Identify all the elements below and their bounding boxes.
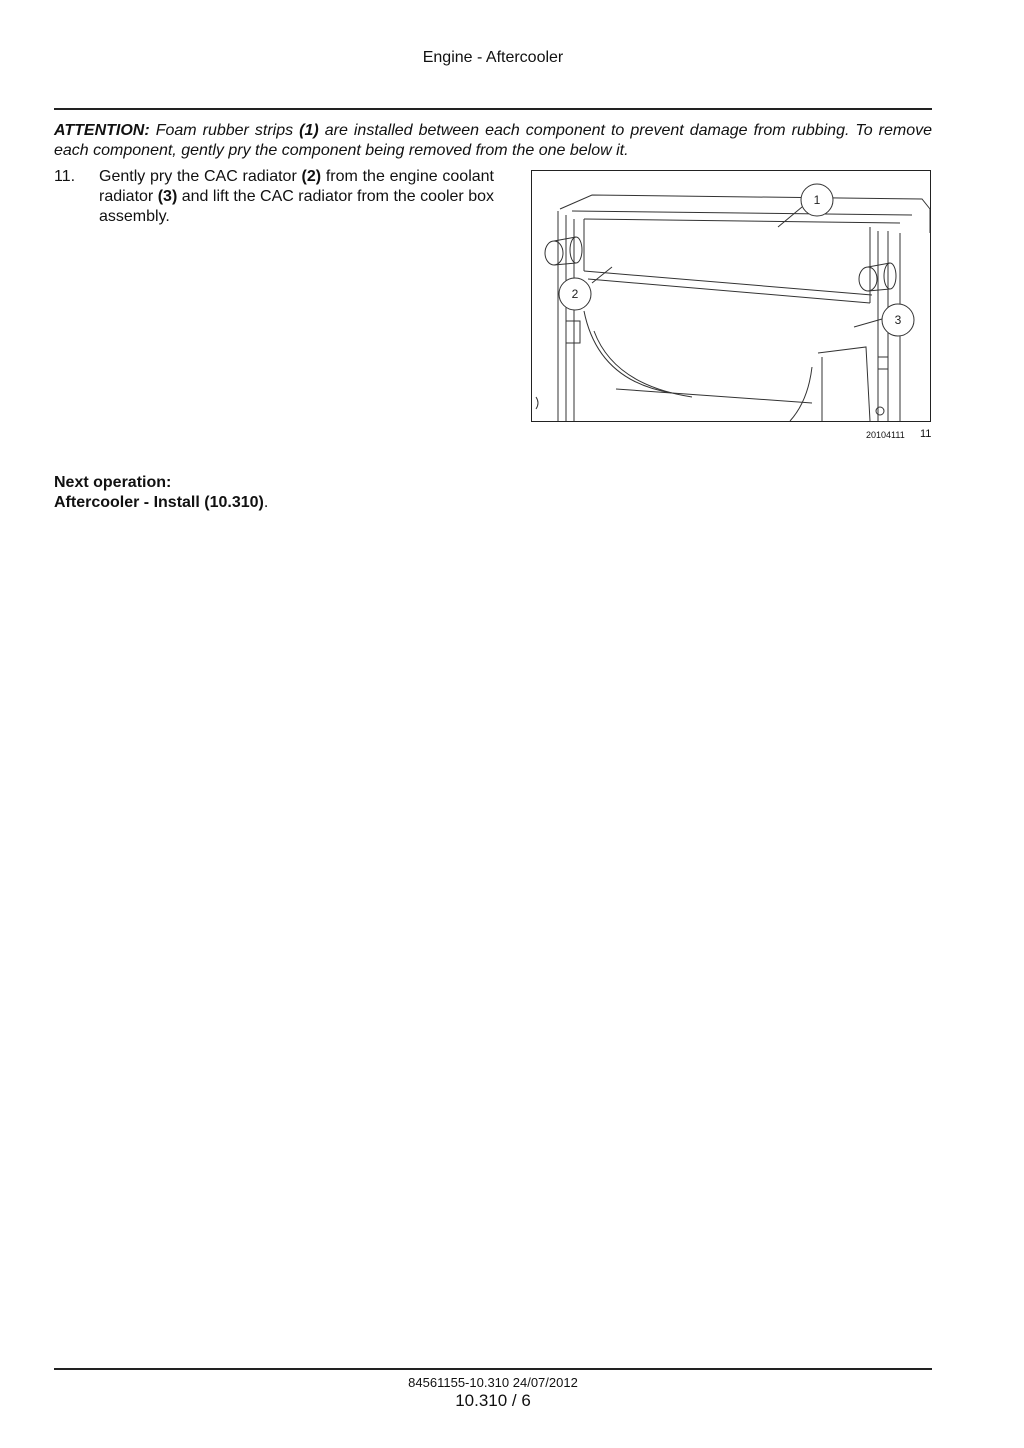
attention-note: [54, 121, 932, 161]
figure-image-id: 20104111: [866, 430, 905, 440]
next-operation-label: Next operation:: [54, 474, 172, 491]
next-operation: [54, 473, 268, 513]
step-text-2: from the engine coolant radiator: [99, 168, 495, 205]
attention-text-2: are installed between each component to prevent damage from rubbing. To remove each component, gently pry the component being removed from the one below it.: [54, 122, 932, 159]
header-divider: [54, 108, 932, 110]
next-operation-link[interactable]: Aftercooler - Install (10.310): [54, 494, 264, 511]
cooler-box-illustration: [531, 170, 931, 422]
attention-ref-1: (1): [299, 122, 319, 139]
step-ref-2: (2): [301, 168, 322, 185]
footer-divider: [54, 1368, 932, 1370]
step-text-1: Gently pry the CAC radiator: [99, 168, 302, 185]
procedure-step: [54, 167, 494, 227]
attention-label: ATTENTION:: [54, 122, 150, 139]
step-number: 11.: [54, 168, 76, 185]
attention-text-1: Foam rubber strips: [149, 122, 300, 139]
callout-1-label: 1: [813, 193, 821, 207]
cooler-box-drawing: [532, 171, 930, 421]
step-text: [99, 167, 494, 227]
footer-page-number: 10.310 / 6: [455, 1391, 531, 1410]
callout-2-label: 2: [571, 287, 579, 301]
figure-number: 11: [920, 428, 932, 440]
step-text-3: and lift the CAC radiator from the cooler box assembly.: [99, 188, 495, 225]
next-operation-suffix: .: [263, 494, 269, 511]
footer-document-id: 84561155-10.310 24/07/2012: [408, 1375, 578, 1390]
step-ref-3: (3): [157, 188, 178, 205]
page-header-title: Engine - Aftercooler: [422, 49, 564, 66]
callout-3-label: 3: [894, 313, 902, 327]
